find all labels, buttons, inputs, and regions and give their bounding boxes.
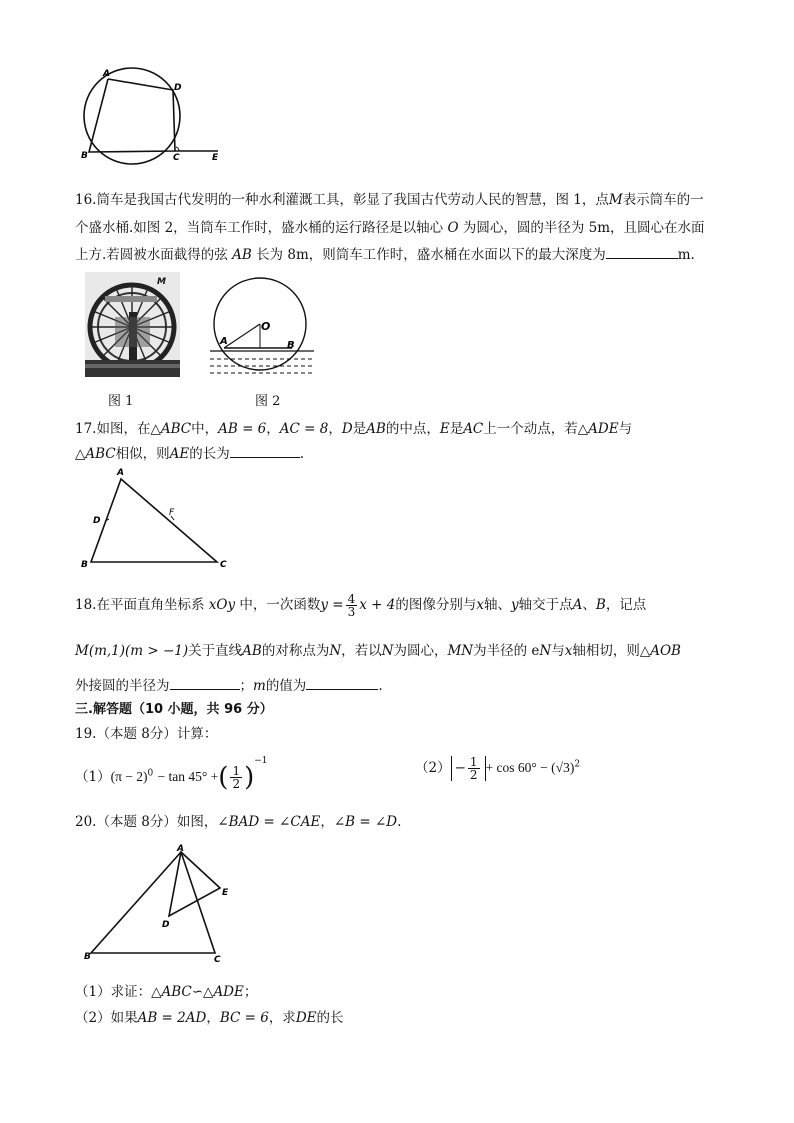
- q19-head: 19.（本题 8分）计算：: [75, 726, 218, 742]
- q16-var-ab: AB: [232, 247, 252, 263]
- q19-fraction: [468, 756, 480, 781]
- q19-part1: $(1)(\pi - 2)^0 - \tan 45^\circ$ +( $\frac{1}{2}$ )$^{-1}$: [75, 756, 268, 793]
- q16-line2: [75, 216, 705, 236]
- q18-var: xOy: [208, 597, 236, 613]
- q17-var: ADE: [588, 421, 619, 437]
- q20-eq: BC = 6: [219, 1010, 269, 1026]
- q18-text: 的值为: [265, 678, 307, 694]
- q18-answer-blank-1[interactable]: [170, 677, 240, 690]
- q18-var: AOB: [650, 643, 681, 659]
- q18-var: N: [381, 643, 394, 659]
- q18-text: 的图像分别与: [395, 597, 477, 613]
- q16-var-m: M: [608, 192, 623, 208]
- q17-text: .: [299, 446, 305, 462]
- fig2-caption: 图 2: [255, 394, 281, 409]
- q18-line3: [75, 674, 383, 694]
- label-C: C: [214, 955, 221, 965]
- q20-eq: ∠BAD = ∠CAE: [217, 814, 321, 830]
- figure-q20-triangles: [80, 842, 250, 967]
- q20-eq: ∠B = ∠D: [333, 814, 398, 830]
- q17-text: 与: [618, 421, 633, 437]
- q18-text: 中，一次函数: [239, 597, 321, 613]
- q18-var: N: [329, 643, 342, 659]
- q17-text: 的长为: [189, 446, 230, 462]
- q18-text: 轴交于点: [518, 597, 573, 613]
- q20-text: .: [397, 814, 402, 830]
- q20-var: DE: [295, 1010, 317, 1026]
- q18-line2: [75, 639, 681, 659]
- label-D: D: [162, 920, 170, 930]
- q17-text: 是: [352, 421, 367, 437]
- q16-var-o: O: [447, 220, 459, 236]
- fraction-numerator: 1: [469, 755, 478, 769]
- section-title: 三.解答题（10 小题，共 96 分）: [75, 702, 273, 717]
- figure-waterwheel-photo: [85, 272, 180, 377]
- q20-part2: [75, 1006, 344, 1026]
- q16-unit: m.: [677, 247, 695, 263]
- q18-text: .: [378, 678, 383, 694]
- q17-text: 相似，则: [115, 446, 170, 462]
- q18-var: m: [253, 678, 266, 694]
- label-E: F: [169, 508, 175, 518]
- q17-eq-ac: AC = 8: [279, 421, 329, 437]
- q20-var: ADE: [213, 984, 244, 1000]
- q18-text: 、: [582, 597, 596, 613]
- q19-part2: [415, 756, 580, 781]
- q17-var: AC: [463, 421, 484, 437]
- q20-text: ，: [320, 814, 334, 830]
- q19-exp: −1: [254, 756, 268, 766]
- q18-var: x: [476, 597, 484, 613]
- q20-text: 的长: [316, 1010, 344, 1026]
- q18-var: x: [564, 643, 573, 659]
- q20-text: ，求: [268, 1010, 296, 1026]
- q20-head: [75, 810, 401, 830]
- q17-text: 17.如图，在△: [75, 421, 161, 437]
- q17-text: ，: [328, 421, 342, 437]
- q17-answer-blank[interactable]: [230, 445, 300, 458]
- fraction-denominator: 2: [469, 768, 478, 782]
- q19-expr: (π − 2): [110, 769, 148, 784]
- q19-expr: + cos 60° − (√3): [485, 760, 575, 775]
- q19-part1-label: （1）: [75, 769, 111, 785]
- q17-eq-ab: AB = 6: [218, 421, 267, 437]
- q18-var: y =: [320, 597, 344, 613]
- label-B: B: [81, 151, 88, 161]
- fraction-denominator: 3: [347, 605, 356, 619]
- q18-text: 轴相切，则△: [572, 643, 651, 659]
- q20-text: ；: [243, 984, 258, 1000]
- q18-text: 为圆心，: [393, 643, 448, 659]
- figure-q15-circle-quadrilateral: [75, 65, 235, 170]
- q17-line1: [75, 417, 632, 437]
- q19-expr: − tan 45° +: [157, 769, 219, 784]
- q17-var: AB: [366, 421, 386, 437]
- q19-abs: [451, 756, 486, 781]
- q17-var: AE: [169, 446, 190, 462]
- q18-line1: [75, 593, 646, 618]
- figure-q17-triangle: [75, 463, 245, 573]
- label-A: A: [177, 844, 184, 854]
- q20-text: （2）如果: [75, 1010, 138, 1026]
- q16-text-1: 16.筒车是我国古代发明的一种水利灌溉工具，彰显了我国古代劳动人民的智慧，图 1，点: [75, 192, 609, 208]
- q17-text: 中，: [191, 421, 219, 437]
- fraction-denominator: 2: [232, 777, 241, 791]
- q18-text: 为半径的 e: [473, 643, 540, 659]
- q18-var: M(m,1)(m > −1): [75, 643, 189, 659]
- q17-text: 是: [449, 421, 464, 437]
- q16-text-1-end: 表示筒车的一: [622, 192, 704, 208]
- q17-line2: [75, 442, 304, 462]
- q19-exp: 0: [147, 768, 154, 779]
- similar-sign: ∽: [191, 984, 204, 1000]
- label-D: D: [174, 83, 182, 93]
- q16-line3: [75, 243, 695, 263]
- q18-text: ；: [239, 678, 253, 694]
- fraction-numerator: 1: [232, 764, 241, 778]
- q19-exp: 2: [574, 759, 581, 770]
- q16-text-2: 个盛水桶.如图 2，当筒车工作时，盛水桶的运行路径是以轴心: [75, 220, 444, 236]
- q18-var: A: [572, 597, 583, 613]
- q18-fraction: [346, 593, 358, 618]
- q17-var: E: [439, 421, 450, 437]
- q19-expr: −: [454, 760, 466, 776]
- q18-text: 与: [551, 643, 565, 659]
- q20-part1: [75, 980, 257, 1000]
- q17-var: ABC: [160, 421, 192, 437]
- q18-text: 关于直线: [188, 643, 243, 659]
- q18-text: 的对称点为: [261, 643, 330, 659]
- label-D: D: [93, 516, 101, 526]
- q18-text: 18.在平面直角坐标系: [75, 597, 205, 613]
- q20-text: 20.（本题 8分）如图，: [75, 814, 218, 830]
- q16-text-3b: 长为 8m，则筒车工作时，盛水桶在水面以下的最大深度为: [256, 247, 606, 263]
- label-E: E: [212, 153, 219, 163]
- label-E: E: [222, 888, 229, 898]
- q17-text: ，: [266, 421, 280, 437]
- q18-var: N: [539, 643, 552, 659]
- label-C: C: [173, 153, 180, 163]
- q18-var: MN: [447, 643, 474, 659]
- q20-text: （1）求证：△: [75, 984, 162, 1000]
- q17-var: ABC: [85, 446, 116, 462]
- fig1-caption: 图 1: [108, 394, 134, 409]
- q16-answer-blank[interactable]: [606, 246, 678, 259]
- q20-eq: AB = 2AD: [137, 1010, 207, 1026]
- figure-circle-waterline: [208, 272, 318, 380]
- label-A: A: [117, 468, 124, 478]
- label-A: A: [220, 336, 228, 347]
- label-A: A: [103, 69, 110, 79]
- q20-text: △: [203, 984, 214, 1000]
- q16-line1: [75, 188, 704, 208]
- q18-answer-blank-2[interactable]: [306, 677, 378, 690]
- label-C: C: [220, 560, 227, 570]
- q17-var: D: [341, 421, 353, 437]
- q17-text: △: [75, 446, 86, 462]
- label-O: O: [261, 320, 271, 333]
- q20-var: ABC: [161, 984, 192, 1000]
- label-B: B: [84, 952, 91, 962]
- q17-text: 的中点，: [385, 421, 440, 437]
- q18-text: ，若以: [341, 643, 382, 659]
- q18-text: ，记点: [605, 597, 647, 613]
- q18-text: 轴、: [484, 597, 511, 613]
- fraction-numerator: 4: [347, 592, 356, 606]
- label-M: M: [157, 277, 166, 287]
- q19-fraction: [230, 765, 242, 790]
- q20-text: ，: [206, 1010, 220, 1026]
- q16-text-3a: 上方.若圆被水面截得的弦: [75, 247, 228, 263]
- q16-text-2-end: 为圆心，圆的半径为 5m，且圆心在水面: [462, 220, 705, 236]
- q18-text: 外接圆的半径为: [75, 678, 170, 694]
- q18-var: x + 4: [359, 597, 396, 613]
- q18-var: AB: [242, 643, 262, 659]
- label-B: B: [287, 340, 295, 351]
- label-B: B: [81, 560, 88, 570]
- q19-part2-label: （2）: [415, 760, 451, 776]
- q18-var: B: [595, 597, 606, 613]
- q18-var: y: [511, 597, 519, 613]
- q17-text: 上一个动点，若△: [483, 421, 589, 437]
